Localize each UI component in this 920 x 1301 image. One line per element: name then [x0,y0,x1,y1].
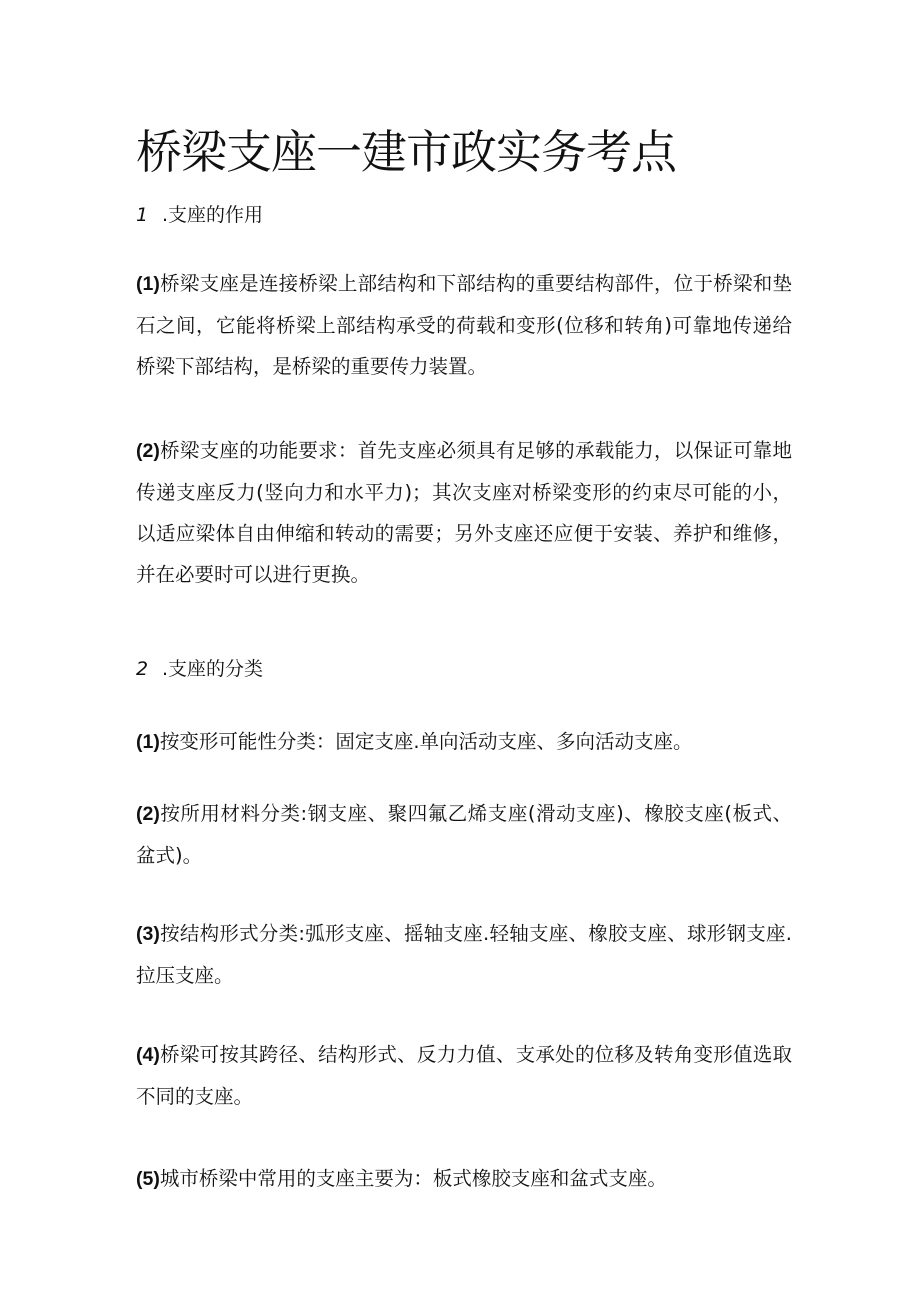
paragraph-index: (2) [136,803,160,825]
paragraph-2-5 [136,1158,792,1200]
paragraph-2-1 [136,721,792,763]
paragraph-2-4 [136,1034,792,1117]
paragraph-text: 城市桥梁中常用的支座主要为：板式橡胶支座和盆式支座。 [159,1167,667,1190]
paragraph-index: (1) [136,731,160,753]
paragraph-2-3 [136,913,792,996]
paragraph-text: 按结构形式分类:弧形支座、摇轴支座.轻轴支座、橡胶支座、球形钢支座.拉压支座。 [136,922,792,987]
paragraph-index: (4) [136,1044,160,1066]
paragraph-index: (2) [136,440,160,462]
paragraph-text: 桥梁支座是连接桥梁上部结构和下部结构的重要结构部件，位于桥梁和垫石之间，它能将桥梁上部结构承受的荷载和变形(位移和转角)可靠地传递给桥梁下部结构，是桥梁的重要传力装置。 [136,272,792,378]
paragraph-index: (3) [136,923,160,945]
paragraph-index: (1) [136,273,160,295]
section-number: 2 [136,658,149,680]
paragraph-text: 桥梁支座的功能要求：首先支座必须具有足够的承载能力，以保证可靠地传递支座反力(竖向力和水平力)；其次支座对桥梁变形的约束尽可能的小，以适应梁体自由伸缩和转动的需要；另外支座还应便于安装、养护和维修，并在必要时可以进行更换。 [136,439,792,586]
paragraph-1-1 [136,263,792,387]
paragraph-text: 按变形可能性分类：固定支座.单向活动支座、多向活动支座。 [159,730,693,753]
section-heading-2 [136,654,263,684]
page-title: 桥梁支座一建市政实务考点 [136,125,676,179]
paragraph-1-2 [136,430,792,595]
section-number: 1 [136,204,149,226]
section-title: .支座的作用 [162,204,264,226]
section-heading-1 [136,200,263,230]
paragraph-2-2 [136,793,792,876]
paragraph-index: (5) [136,1168,160,1190]
paragraph-text: 桥梁可按其跨径、结构形式、反力力值、支承处的位移及转角变形值选取不同的支座。 [136,1043,792,1108]
section-title: .支座的分类 [162,658,264,680]
paragraph-text: 按所用材料分类:钢支座、聚四氟乙烯支座(滑动支座)、橡胶支座(板式、盆式)。 [136,802,792,867]
